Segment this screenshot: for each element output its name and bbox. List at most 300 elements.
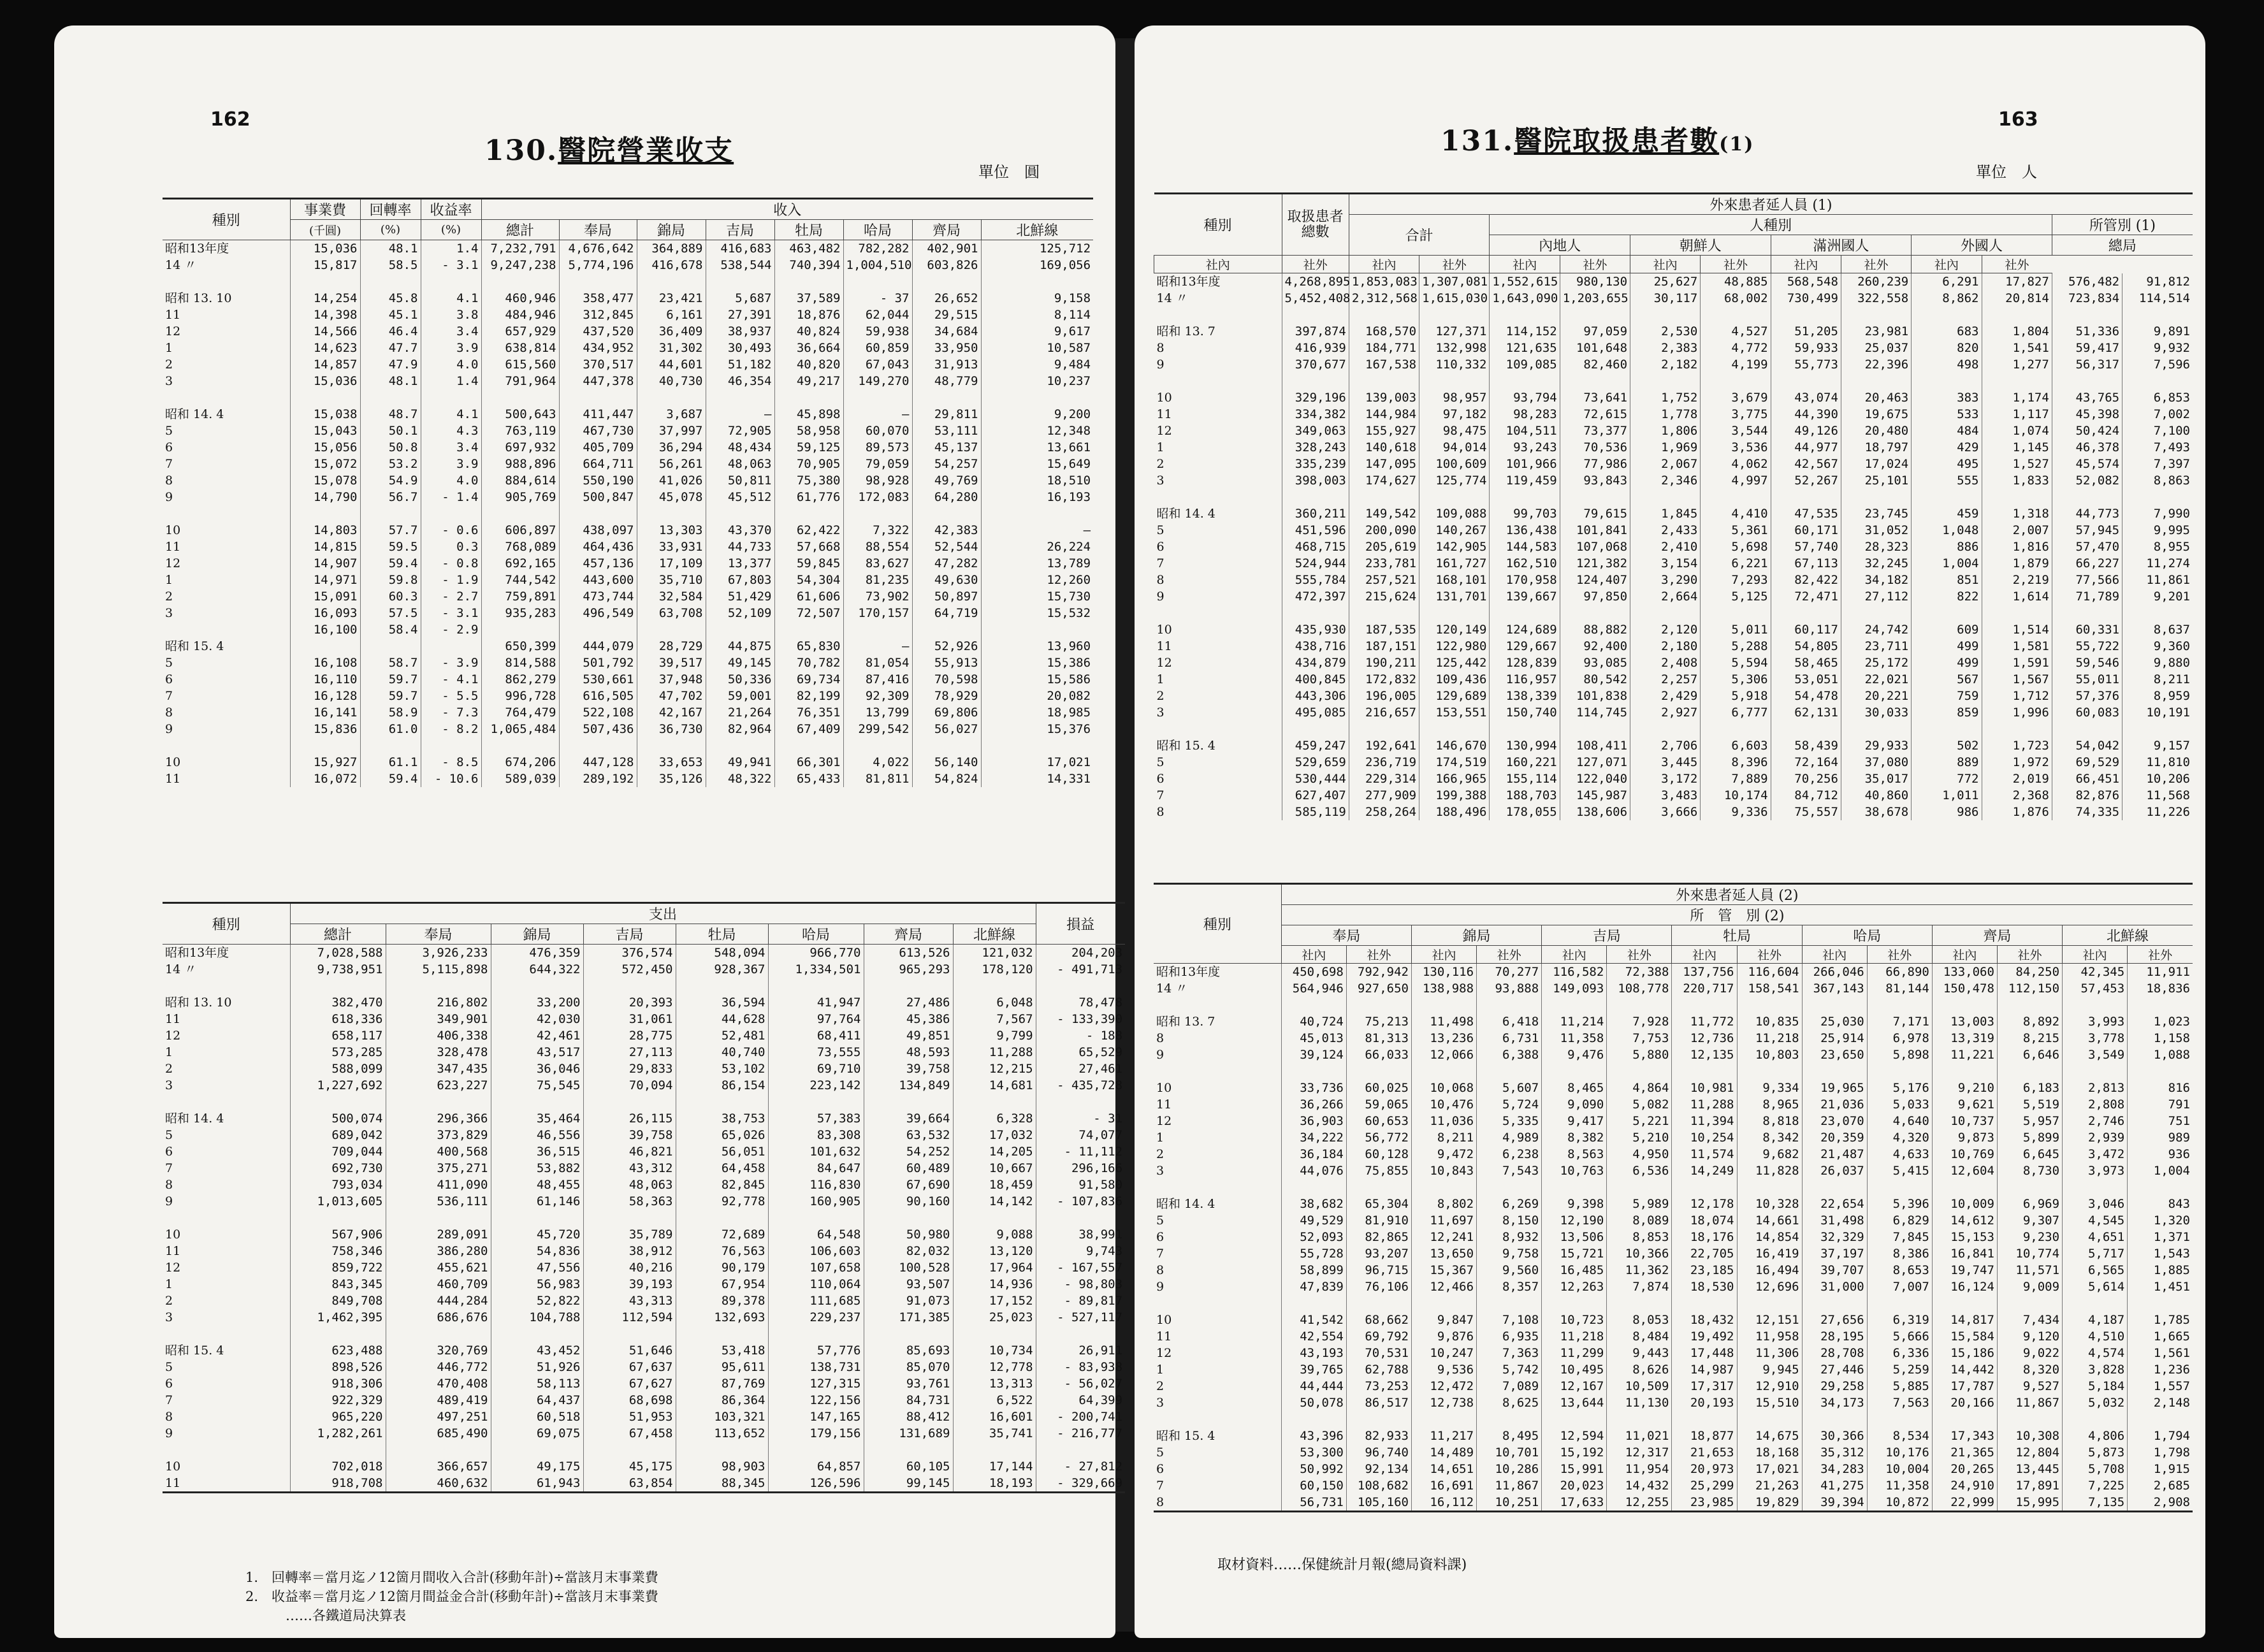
col-expense-3: 吉局	[583, 924, 676, 945]
table-cell: 6,978	[1867, 1030, 1932, 1047]
table-cell	[1802, 997, 1867, 1013]
table-cell: 45,175	[583, 1458, 676, 1475]
table-cell: 25,023	[953, 1309, 1036, 1326]
table-cell	[1867, 1063, 1932, 1080]
table-cell: 1,804	[1982, 323, 2052, 340]
table-cell: 5,880	[1607, 1047, 1672, 1063]
table-cell: 60,171	[1771, 522, 1841, 539]
table-cell: 26,224	[981, 539, 1093, 555]
table-cell	[481, 389, 559, 406]
expense-table	[163, 902, 1125, 1493]
table-row	[163, 406, 1093, 423]
row-label: 1	[1156, 440, 1165, 454]
row-label: 2	[165, 358, 173, 372]
table-cell: 20,359	[1802, 1129, 1867, 1146]
col-outside: 社外	[1701, 256, 1771, 273]
table-row	[1154, 1030, 2193, 1047]
table-cell: 20,265	[1932, 1461, 1997, 1477]
table-cell: 1,004	[1912, 555, 1982, 572]
table-cell	[1701, 721, 1771, 737]
table-cell	[1419, 307, 1490, 323]
table-cell: 44,773	[2052, 505, 2122, 522]
table-cell	[2122, 721, 2193, 737]
table-cell	[1282, 605, 1349, 621]
table-cell: 980,130	[1560, 273, 1630, 291]
table-cell: - 11,112	[1036, 1143, 1125, 1160]
table-cell	[912, 273, 981, 290]
row-label: 3	[1156, 706, 1165, 720]
col-inside: 社內	[1154, 256, 1282, 273]
table-row	[1154, 804, 2193, 820]
row-label	[163, 505, 290, 522]
table-cell: 334,382	[1282, 406, 1349, 423]
table-row	[163, 1243, 1125, 1259]
table-cell: 14,623	[290, 340, 360, 356]
table-cell	[1419, 605, 1490, 621]
table-cell: 12,263	[1542, 1279, 1607, 1295]
table-cell: 14,854	[1737, 1229, 1802, 1245]
table-cell: 40,740	[676, 1044, 768, 1061]
table-cell: 149,542	[1349, 505, 1419, 522]
table-cell	[953, 1094, 1036, 1110]
table-cell: 886	[1912, 539, 1982, 555]
table-cell: 460,632	[386, 1475, 491, 1493]
table-cell: 13,303	[637, 522, 706, 539]
table-cell	[1349, 489, 1419, 505]
row-label: 14 〃	[165, 258, 197, 272]
table-cell: 657,929	[481, 323, 559, 340]
table-cell: 58.5	[360, 257, 421, 273]
table-cell: 7,889	[1701, 771, 1771, 787]
table-cell: 5,989	[1607, 1196, 1672, 1212]
table-cell: 58,439	[1771, 737, 1841, 754]
table-cell	[1411, 1295, 1476, 1312]
table-cell: 1,785	[2128, 1312, 2193, 1328]
table-cell: 56,051	[676, 1143, 768, 1160]
table-cell: 27,113	[583, 1044, 676, 1061]
table-cell: 174,519	[1419, 754, 1490, 771]
table-cell: 4,510	[2063, 1328, 2128, 1345]
table-cell	[1982, 373, 2052, 389]
table-row	[163, 1359, 1125, 1375]
table-cell	[1802, 1411, 1867, 1428]
table-cell	[1867, 997, 1932, 1013]
table-cell: 22,396	[1841, 356, 1911, 373]
table-cell: 67,627	[583, 1375, 676, 1392]
table-cell: 14,249	[1672, 1163, 1737, 1179]
table-cell: 47,556	[491, 1259, 583, 1276]
table-cell: 9,307	[1997, 1212, 2062, 1229]
table-cell: 922,329	[290, 1392, 386, 1409]
table-row	[1154, 671, 2193, 688]
table-cell: 16,691	[1411, 1477, 1476, 1494]
table-row	[163, 737, 1093, 754]
table-cell: - 107,836	[1036, 1193, 1125, 1210]
table-cell: 447,128	[559, 754, 637, 771]
table-cell: 5,774,196	[559, 257, 637, 273]
table-cell: 15,730	[981, 588, 1093, 605]
table-cell: - 10.6	[421, 771, 481, 787]
table-cell: 38,912	[583, 1243, 676, 1259]
table-cell: 74,077	[1036, 1127, 1125, 1143]
row-label: 10	[1156, 623, 1172, 637]
row-label	[1154, 605, 1282, 621]
table-cell: 44,444	[1281, 1378, 1346, 1395]
table-row	[163, 257, 1093, 273]
table-cell: 77,986	[1560, 456, 1630, 472]
table-cell	[421, 273, 481, 290]
table-cell: 75,855	[1346, 1163, 1411, 1179]
table-cell: 18,876	[774, 307, 843, 323]
table-cell: 1,833	[1982, 472, 2052, 489]
table-row	[1154, 1013, 2193, 1030]
table-cell: 92,778	[676, 1193, 768, 1210]
table-cell: 376,574	[583, 945, 676, 962]
table-cell: 14,442	[1932, 1361, 1997, 1378]
table-cell	[1281, 1411, 1346, 1428]
table-cell: 35,710	[637, 572, 706, 588]
table-cell: 5,210	[1607, 1129, 1672, 1146]
table-row	[1154, 505, 2193, 522]
row-label: 昭和13年度	[165, 946, 229, 960]
table-cell: 457,136	[559, 555, 637, 572]
table-cell: 11,288	[953, 1044, 1036, 1061]
table-cell: - 435,728	[1036, 1077, 1125, 1094]
table-cell: 23,985	[1672, 1494, 1737, 1512]
table-row	[1154, 588, 2193, 605]
table-cell: 42,167	[637, 704, 706, 721]
table-cell: 30,033	[1841, 704, 1911, 721]
table-cell: 1,643,090	[1490, 290, 1560, 307]
table-cell: 8,862	[1912, 290, 1982, 307]
table-cell	[386, 1326, 491, 1342]
table-cell: 18,510	[981, 472, 1093, 489]
table-cell: 49,217	[774, 373, 843, 389]
table-cell: 142,905	[1419, 539, 1490, 555]
table-cell: 3.9	[421, 456, 481, 472]
row-label: 10	[1156, 1081, 1172, 1095]
col-income-5: 哈局	[843, 220, 912, 240]
table-cell: 116,957	[1490, 671, 1560, 688]
table-cell: 11,021	[1607, 1428, 1672, 1444]
table-cell: 2,746	[2063, 1113, 2128, 1129]
row-label: 3	[165, 606, 173, 620]
table-row	[163, 588, 1093, 605]
table-cell: 2,410	[1630, 539, 1701, 555]
table-cell	[1630, 373, 1701, 389]
table-cell: 2,180	[1630, 638, 1701, 655]
table-cell	[1349, 721, 1419, 737]
table-cell: 61,146	[491, 1193, 583, 1210]
table-cell: 5,885	[1867, 1378, 1932, 1395]
table-cell: 90,179	[676, 1259, 768, 1276]
row-label: 7	[165, 1161, 173, 1175]
table-cell: 3,154	[1630, 555, 1701, 572]
table-cell: 14,987	[1672, 1361, 1737, 1378]
table-cell	[1737, 997, 1802, 1013]
table-cell: 70,256	[1771, 771, 1841, 787]
table-cell: 50.1	[360, 423, 421, 439]
table-cell: 72,689	[676, 1226, 768, 1243]
table-cell: 55,773	[1771, 356, 1841, 373]
row-label	[163, 1442, 290, 1458]
table-cell	[2063, 1411, 2128, 1428]
table-cell: 12,804	[1997, 1444, 2062, 1461]
table-cell: 927,650	[1346, 980, 1411, 997]
row-label	[1154, 489, 1282, 505]
table-cell: 8,342	[1737, 1129, 1802, 1146]
table-cell: 751	[2128, 1113, 2193, 1129]
table-cell: 533	[1912, 406, 1982, 423]
table-cell	[864, 1442, 953, 1458]
table-cell: 23,981	[1841, 323, 1911, 340]
table-cell: 25,299	[1672, 1477, 1737, 1494]
table-cell: 108,411	[1560, 737, 1630, 754]
table-cell: 149,093	[1542, 980, 1607, 997]
table-cell	[421, 638, 481, 655]
table-cell: 9,443	[1607, 1345, 1672, 1361]
table-cell: 3,666	[1630, 804, 1701, 820]
table-cell: 14,817	[1932, 1312, 1997, 1328]
table-cell	[1036, 1326, 1125, 1342]
table-cell: 40,860	[1841, 787, 1911, 804]
table-cell	[290, 638, 360, 655]
table-cell: 9,891	[2122, 323, 2193, 340]
table-cell: 64,548	[768, 1226, 864, 1243]
table-cell: 2,067	[1630, 456, 1701, 472]
table-cell: 6,536	[1607, 1163, 1672, 1179]
table-cell	[1477, 997, 1542, 1013]
table-cell: 46,821	[583, 1143, 676, 1160]
table-cell: 101,632	[768, 1143, 864, 1160]
table-cell: 296,366	[386, 1110, 491, 1127]
table-cell: 39,707	[1802, 1262, 1867, 1279]
table-cell: 451,596	[1282, 522, 1349, 539]
table-cell: 11,358	[1542, 1030, 1607, 1047]
table-cell: 822	[1912, 588, 1982, 605]
table-cell: 6,565	[2063, 1262, 2128, 1279]
table-cell	[1701, 605, 1771, 621]
row-label: 7	[165, 689, 173, 703]
table-row	[1154, 323, 2193, 340]
table-row	[163, 1375, 1125, 1392]
table-cell: 5,306	[1701, 671, 1771, 688]
table-cell: 48,593	[864, 1044, 953, 1061]
row-label: 1	[1156, 1363, 1165, 1377]
table-cell	[1477, 1295, 1542, 1312]
col-sum: 合計	[1349, 215, 1490, 256]
table-cell: 277,909	[1349, 787, 1419, 804]
table-cell: 57,776	[768, 1342, 864, 1359]
table-cell: 467,730	[559, 423, 637, 439]
row-label	[163, 978, 290, 994]
table-cell: 40,824	[774, 323, 843, 340]
table-cell: 18,836	[2128, 980, 2193, 997]
col-category: 種別	[1154, 884, 1281, 964]
table-cell: 7,100	[2122, 423, 2193, 439]
table-cell: 1,969	[1630, 439, 1701, 456]
table-cell: 12,594	[1542, 1428, 1607, 1444]
table-cell	[1771, 307, 1841, 323]
table-cell	[2122, 373, 2193, 389]
table-cell: 11,911	[2128, 964, 2193, 981]
table-cell: 28,729	[637, 638, 706, 655]
table-cell	[981, 273, 1093, 290]
table-cell: 12,604	[1932, 1163, 1997, 1179]
table-cell: 43,517	[491, 1044, 583, 1061]
table-cell: 616,505	[559, 688, 637, 704]
table-cell	[1982, 307, 2052, 323]
row-label: 11	[1156, 639, 1172, 653]
table-cell: 759	[1912, 688, 1982, 704]
row-label: 5	[165, 1128, 173, 1142]
table-row	[163, 555, 1093, 572]
table-cell: 438,097	[559, 522, 637, 539]
table-row	[163, 978, 1125, 994]
row-label: 12	[1156, 1114, 1172, 1128]
table-cell	[1841, 721, 1911, 737]
table-cell	[768, 1326, 864, 1342]
table-cell: 10,737	[1932, 1113, 1997, 1129]
table-cell: 12,178	[1672, 1196, 1737, 1212]
table-cell: 16,193	[981, 489, 1093, 505]
table-cell: 49,529	[1281, 1212, 1346, 1229]
table-cell	[706, 505, 774, 522]
table-cell: 204,203	[1036, 945, 1125, 962]
table-cell: 139,667	[1490, 588, 1560, 605]
table-cell: 59.4	[360, 771, 421, 787]
table-cell: 3,993	[2063, 1013, 2128, 1030]
table-row	[163, 1425, 1125, 1442]
table-cell	[491, 1210, 583, 1226]
table-cell: 17,633	[1542, 1494, 1607, 1512]
table-cell	[1542, 1411, 1607, 1428]
table-cell: 19,747	[1932, 1262, 1997, 1279]
table-cell: 15,036	[290, 373, 360, 389]
table-cell: 10,237	[981, 373, 1093, 389]
col-bureau-0: 奉局	[1281, 925, 1411, 946]
table-row	[1154, 1461, 2193, 1477]
table-cell	[676, 978, 768, 994]
table-cell: 7,225	[2063, 1477, 2128, 1494]
table-cell	[1411, 1063, 1476, 1080]
table-cell: 347,435	[386, 1061, 491, 1077]
table-cell: 1,712	[1982, 688, 2052, 704]
row-label: 1	[165, 1045, 173, 1059]
table-cell	[1771, 489, 1841, 505]
table-cell: 43,074	[1771, 389, 1841, 406]
table-cell: 383	[1912, 389, 1982, 406]
table-cell: 56,731	[1281, 1494, 1346, 1512]
table-cell	[676, 1442, 768, 1458]
table-cell: - 7.3	[421, 704, 481, 721]
table-cell	[1672, 1411, 1737, 1428]
table-cell: 51,926	[491, 1359, 583, 1375]
table-cell	[1867, 1411, 1932, 1428]
table-cell: 473,744	[559, 588, 637, 605]
table-cell: 61.0	[360, 721, 421, 737]
table-cell: 124,689	[1490, 621, 1560, 638]
table-cell: 101,838	[1560, 688, 1630, 704]
table-cell: 63,532	[864, 1127, 953, 1143]
table-cell	[1912, 721, 1982, 737]
table-cell: 266,046	[1802, 964, 1867, 981]
table-cell: 9,334	[1737, 1080, 1802, 1096]
table-cell: 12,255	[1607, 1494, 1672, 1512]
table-cell: 360,211	[1282, 505, 1349, 522]
table-cell: 178,120	[953, 961, 1036, 978]
table-cell: 5,666	[1867, 1328, 1932, 1345]
col-outside: 社外	[1841, 256, 1911, 273]
table-cell: 1,996	[1982, 704, 2052, 721]
table-cell	[559, 273, 637, 290]
table-cell: 7,322	[843, 522, 912, 539]
row-label	[1154, 1063, 1281, 1080]
table-cell: 82,964	[706, 721, 774, 737]
table-cell: 335,239	[1282, 456, 1349, 472]
table-cell: 13,789	[981, 555, 1093, 572]
table-cell: 57,453	[2063, 980, 2128, 997]
table-cell: 3.4	[421, 439, 481, 456]
table-cell: 8,386	[1867, 1245, 1932, 1262]
table-cell: 11,498	[1411, 1013, 1476, 1030]
col-bureau-3: 牡局	[1672, 925, 1802, 946]
table-cell: 1,561	[2128, 1345, 2193, 1361]
table-cell	[1419, 489, 1490, 505]
table-cell	[290, 389, 360, 406]
income-table	[163, 198, 1093, 787]
table-cell: 54,304	[774, 572, 843, 588]
table-cell: 39,394	[1802, 1494, 1867, 1512]
table-cell: 113,652	[676, 1425, 768, 1442]
col-race-group: 人種別	[1490, 215, 2052, 235]
row-label: 1	[165, 573, 173, 587]
table-cell: 459	[1912, 505, 1982, 522]
page-number: 163	[1998, 108, 2038, 131]
row-label: 11	[165, 308, 181, 322]
table-cell: 2,433	[1630, 522, 1701, 539]
table-cell: 27,461	[1036, 1061, 1125, 1077]
row-label: 3	[165, 1078, 173, 1092]
col-inside: 社內	[1771, 256, 1841, 273]
table-cell: 78,478	[1036, 994, 1125, 1011]
table-row	[163, 1276, 1125, 1293]
table-cell: 5,594	[1701, 655, 1771, 671]
table-cell: 13,960	[981, 638, 1093, 655]
col-bureau-1: 錦局	[1411, 925, 1541, 946]
table-cell: 57,383	[768, 1110, 864, 1127]
table-cell: 48,063	[583, 1177, 676, 1193]
table-cell: 1,915	[2128, 1461, 2193, 1477]
row-label: 3	[1156, 1396, 1165, 1410]
table-cell: 12,066	[1411, 1047, 1476, 1063]
table-cell: 884,614	[481, 472, 559, 489]
table-cell: 9,417	[1542, 1113, 1607, 1129]
table-cell: 75,545	[491, 1077, 583, 1094]
table-cell: 10,872	[1867, 1494, 1932, 1512]
table-cell: 507,436	[559, 721, 637, 737]
table-cell: 82,422	[1771, 572, 1841, 588]
table-cell: 73,902	[843, 588, 912, 605]
row-label: 6	[1156, 772, 1165, 786]
table-cell: 849,708	[290, 1293, 386, 1309]
table-cell: 859,722	[290, 1259, 386, 1276]
table-cell: 97,764	[768, 1011, 864, 1027]
table-cell: 33,653	[637, 754, 706, 771]
table-cell	[1477, 1411, 1542, 1428]
table-cell: 14,398	[290, 307, 360, 323]
table-cell: 4,806	[2063, 1428, 2128, 1444]
